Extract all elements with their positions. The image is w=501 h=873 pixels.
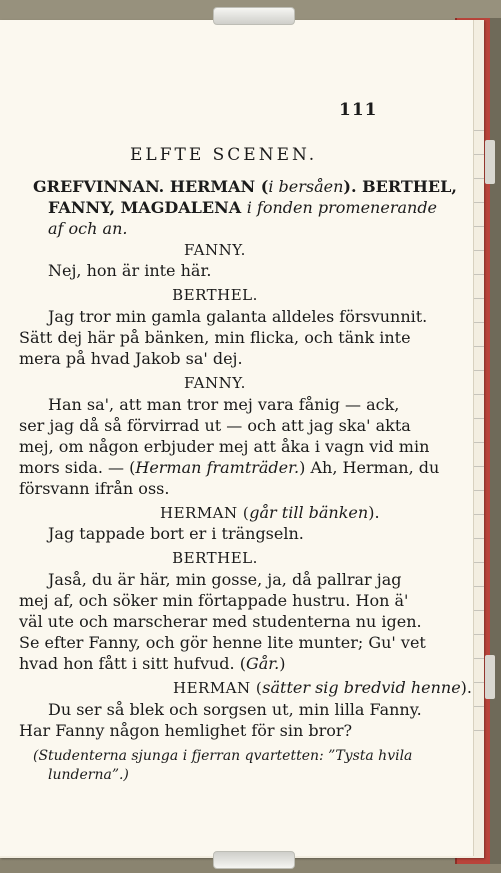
stage-direction-line: lunderna”.) xyxy=(48,767,129,783)
stage-direction: sätter sig bredvid henne xyxy=(262,678,461,697)
speaker-name: HERMAN ( xyxy=(160,504,250,522)
speech-line: mej, om någon erbjuder mej att åka i vagn vid min xyxy=(19,437,430,456)
speaker-herman xyxy=(160,503,380,523)
speech-text: hvad hon fått i sitt hufvud. ( xyxy=(19,654,246,673)
speaker-fanny: FANNY. xyxy=(184,241,246,259)
stage-direction-line: (Studenterna sjunga i fjerran qvartetten: ”Tysta hvila xyxy=(33,748,413,764)
speaker-berthel: BERTHEL. xyxy=(172,286,258,304)
scene-title: ELFTE SCENEN. xyxy=(130,145,318,165)
speech-line: Se efter Fanny, och gör henne lite munter; Gu' vet xyxy=(19,633,426,652)
speech-text: ) xyxy=(279,654,286,673)
cast-line-1 xyxy=(33,177,457,197)
stage-direction: går till bänken xyxy=(249,503,369,522)
speaker-fanny: FANNY. xyxy=(184,374,246,392)
speech-text: mors sida. — ( xyxy=(19,458,136,477)
speech-line: Sätt dej här på bänken, min flicka, och tänk inte xyxy=(19,328,411,347)
speaker-punct: ). xyxy=(460,678,472,697)
speech-line: mera på hvad Jakob sa' dej. xyxy=(19,349,243,368)
cast-text: FANNY, MAGDALENA xyxy=(48,198,247,217)
speaker-herman xyxy=(173,678,472,698)
speech-line: Har Fanny någon hemlighet för sin bror? xyxy=(19,721,353,740)
speech-line: ser jag då så förvirrad ut — och att jag ska' akta xyxy=(19,416,411,435)
speech-line: Du ser så blek och sorgsen ut, min lilla Fanny. xyxy=(48,700,422,719)
cast-stage-direction: i bersåen xyxy=(268,177,344,196)
page-clip-right-top xyxy=(485,140,495,184)
cast-line-3: af och an. xyxy=(48,219,128,238)
speech-line: Jag tror min gamla galanta alldeles försvunnit. xyxy=(48,307,428,326)
cast-text: GREFVINNAN. HERMAN ( xyxy=(33,177,269,196)
cast-text: ). BERTHEL, xyxy=(343,177,457,196)
speaker-punct: ). xyxy=(368,503,380,522)
speech-line: försvann ifrån oss. xyxy=(19,479,170,498)
speech-line xyxy=(19,458,440,478)
stage-direction: Herman framträder. xyxy=(135,458,300,477)
speech-line: Han sa', att man tror mej vara fånig — ack, xyxy=(48,395,400,414)
speech-line: mej af, och söker min förtappade hustru. Hon ä' xyxy=(19,591,409,610)
cast-stage-direction: i fonden promenerande xyxy=(246,198,438,217)
speaker-berthel: BERTHEL. xyxy=(172,549,258,567)
speech-line: Nej, hon är inte här. xyxy=(48,261,212,280)
page-clip-right-bottom xyxy=(485,655,495,699)
page-content xyxy=(0,20,473,856)
stage-direction: Går. xyxy=(245,654,280,673)
page-number: 111 xyxy=(339,100,378,120)
cast-line-2 xyxy=(48,198,438,218)
speaker-name: HERMAN ( xyxy=(173,679,263,697)
speech-line: Jaså, du är här, min gosse, ja, då pallrar jag xyxy=(48,570,402,589)
speech-line: väl ute och marscherar med studenterna nu igen. xyxy=(19,612,422,631)
speech-line: Jag tappade bort er i trängseln. xyxy=(48,524,304,543)
speech-line xyxy=(19,654,286,674)
speech-text: ) Ah, Herman, du xyxy=(299,458,440,477)
